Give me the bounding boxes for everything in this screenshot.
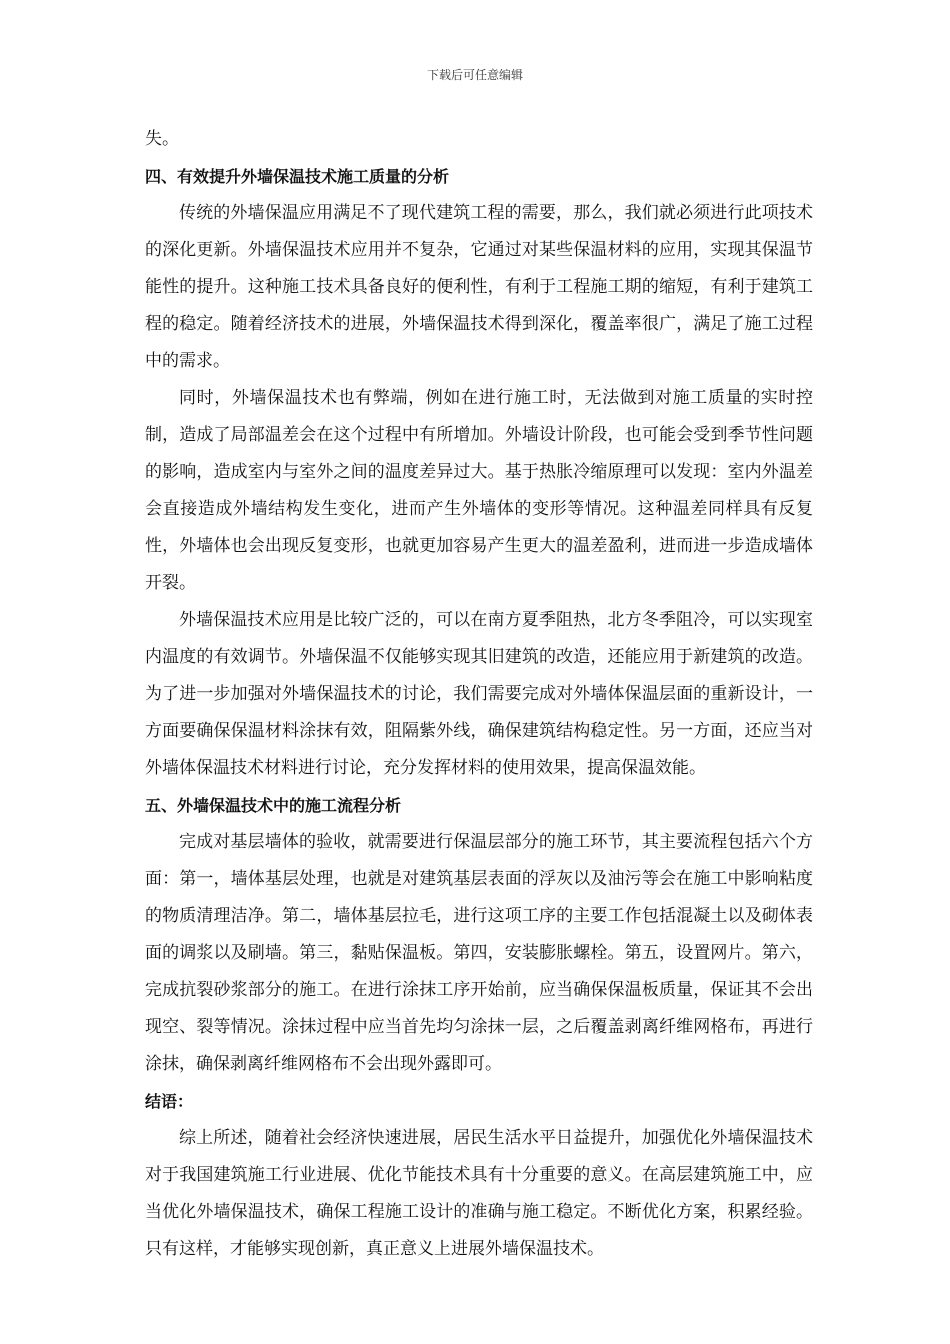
document-body xyxy=(145,121,813,1268)
section-heading-4: 四、有效提升外墙保温技术施工质量的分析 xyxy=(145,167,450,186)
paragraph-traditional-insulation: 传统的外墙保温应用满足不了现代建筑工程的需要，那么，我们就必须进行此项技术的深化更新。外墙保温技术应用并不复杂，它通过对某些保温材料的应用，实现其保温节能性的提升。这种施工技术具备良好的便利性，有利于工程施工期的缩短，有利于建筑工程的稳定。随着经济技术的进展，外墙保温技术得到深化，覆盖率很广，满足了施工过程中的需求。 xyxy=(145,203,813,371)
paragraph-application: 外墙保温技术应用是比较广泛的，可以在南方夏季阻热，北方冬季阻冷，可以实现室内温度的有效调节。外墙保温不仅能够实现其旧建筑的改造，还能应用于新建筑的改造。为了进一步加强对外墙保温技术的讨论，我们需要完成对外墙体保温层面的重新设计，一方面要确保保温材料涂抹有效，阻隔紫外线，确保建筑结构稳定性。另一方面，还应当对外墙体保温技术材料进行讨论，充分发挥材料的使用效果，提高保温效能。 xyxy=(145,610,813,778)
section-heading-5: 五、外墙保温技术中的施工流程分析 xyxy=(145,796,402,815)
paragraph-continuation: 失。 xyxy=(145,129,179,149)
paragraph-construction-process: 完成对基层墙体的验收，就需要进行保温层部分的施工环节，其主要流程包括六个方面：第一，墙体基层处理，也就是对建筑基层表面的浮灰以及油污等会在施工中影响粘度的物质清理洁净。第二，墙体基层拉毛，进行这项工序的主要工作包括混凝土以及砌体表面的调浆以及刷墙。第三，黏贴保温板。第四，安装膨胀螺栓。第五，设置网片。第六，完成抗裂砂浆部分的施工。在进行涂抹工序开始前，应当确保保温板质量，保证其不会出现空、裂等情况。涂抹过程中应当首先均匀涂抹一层，之后覆盖剥离纤维网格布，再进行涂抹，确保剥离纤维网格布不会出现外露即可。 xyxy=(145,832,813,1074)
conclusion-heading: 结语： xyxy=(145,1092,194,1111)
page-header: 下载后可任意编辑 xyxy=(426,68,523,82)
paragraph-drawbacks: 同时，外墙保温技术也有弊端，例如在进行施工时，无法做到对施工质量的实时控制，造成了局部温差会在这个过程中有所增加。外墙设计阶段，也可能会受到季节性问题的影响，造成室内与室外之间的温度差异过大。基于热胀冷缩原理可以发现：室内外温差会直接造成外墙结构发生变化，进而产生外墙体的变形等情况。这种温差同样具有反复性，外墙体也会出现反复变形，也就更加容易产生更大的温差盈利，进而进一步造成墙体开裂。 xyxy=(145,388,813,593)
paragraph-conclusion: 综上所述，随着社会经济快速进展，居民生活水平日益提升，加强优化外墙保温技术对于我国建筑施工行业进展、优化节能技术具有十分重要的意义。在高层建筑施工中，应当优化外墙保温技术，确保工程施工设计的准确与施工稳定。不断优化方案，积累经验。只有这样，才能够实现创新，真正意义上进展外墙保温技术。 xyxy=(145,1128,813,1259)
